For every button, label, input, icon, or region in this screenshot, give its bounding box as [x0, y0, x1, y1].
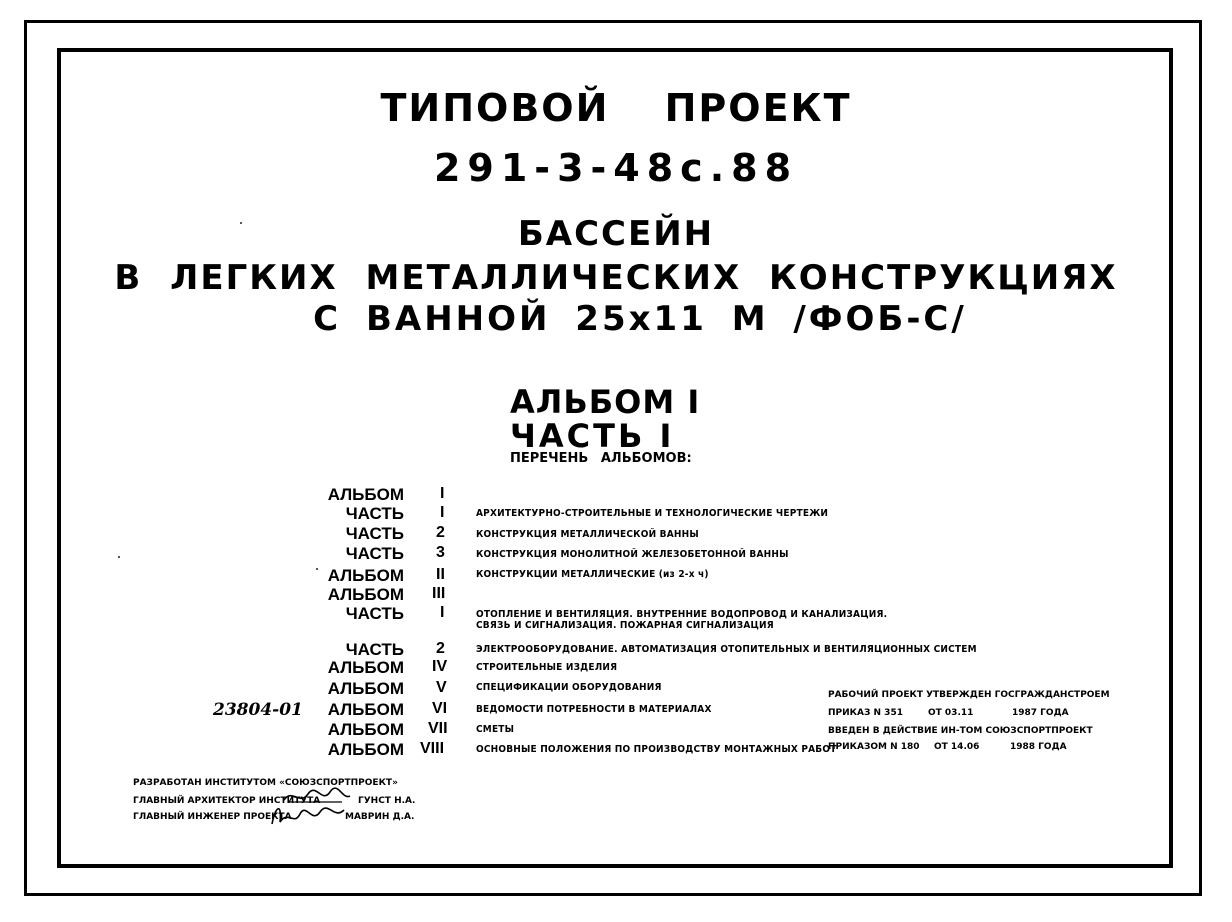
row-num: I [440, 604, 445, 621]
chief-architect-role: ГЛАВНЫЙ АРХИТЕКТОР ИНСТИТУТА [133, 796, 321, 806]
row-desc: КОНСТРУКЦИЯ МОНОЛИТНОЙ ЖЕЛЕЗОБЕТОННОЙ ВАННЫ [476, 549, 789, 560]
album-name: АЛЬБОМ I [510, 383, 701, 421]
chief-engineer-role: ГЛАВНЫЙ ИНЖЕНЕР ПРОЕКТА [133, 812, 292, 822]
developer-credit: РАЗРАБОТАН ИНСТИТУТОМ «СОЮЗСПОРТПРОЕКТ» [133, 778, 398, 788]
row-num: III [432, 585, 446, 602]
row-num: IV [432, 658, 448, 675]
approval-line-1: РАБОЧИЙ ПРОЕКТ УТВЕРЖДЕН ГОСГРАЖДАНСТРОЕМ [828, 690, 1110, 700]
row-num: 3 [436, 544, 445, 561]
row-num: VI [432, 700, 448, 717]
row-num: V [436, 679, 447, 696]
project-number: 291-3-48с.88 [433, 146, 799, 190]
row-label: АЛЬБОМ [327, 700, 404, 719]
row-label: ЧАСТЬ [345, 504, 404, 523]
title-typical-project: ТИПОВОЙ ПРОЕКТ [380, 86, 852, 130]
row-num: 2 [436, 640, 445, 657]
approval-order-date: ОТ 03.11 [928, 708, 974, 718]
row-num: I [440, 504, 445, 521]
row-label: ЧАСТЬ [345, 604, 404, 623]
row-desc: СПЕЦИФИКАЦИИ ОБОРУДОВАНИЯ [476, 682, 662, 693]
row-desc: КОНСТРУКЦИИ МЕТАЛЛИЧЕСКИЕ (из 2-х ч) [476, 569, 709, 580]
chief-architect-name: ГУНСТ Н.А. [358, 796, 416, 806]
row-label: АЛЬБОМ [327, 485, 404, 504]
row-num: VIII [420, 740, 445, 757]
speck [316, 568, 318, 570]
row-label: АЛЬБОМ [327, 740, 404, 759]
approval-order-number: ПРИКАЗ N 351 [828, 708, 903, 718]
row-label: АЛЬБОМ [327, 585, 404, 604]
approval-order2-year: 1988 ГОДА [1010, 742, 1067, 752]
row-desc: СМЕТЫ [476, 724, 515, 735]
row-num: II [436, 566, 445, 583]
row-num: VII [428, 720, 448, 737]
title-bath-size: С ВАННОЙ 25х11 М /ФОБ-С/ [313, 299, 967, 339]
speck [118, 556, 120, 558]
approval-order2-date: ОТ 14.06 [934, 742, 980, 752]
row-desc: КОНСТРУКЦИЯ МЕТАЛЛИЧЕСКОЙ ВАННЫ [476, 529, 699, 540]
row-label: АЛЬБОМ [327, 679, 404, 698]
row-label: ЧАСТЬ [345, 524, 404, 543]
row-desc: ВЕДОМОСТИ ПОТРЕБНОСТИ В МАТЕРИАЛАХ [476, 704, 712, 715]
handwritten-archive-number: 23804-01 [213, 700, 303, 720]
approval-order-year: 1987 ГОДА [1012, 708, 1069, 718]
approval-line-3: ВВЕДЕН В ДЕЙСТВИЕ ИН-ТОМ СОЮЗСПОРТПРОЕКТ [828, 726, 1093, 736]
title-construction: В ЛЕГКИХ МЕТАЛЛИЧЕСКИХ КОНСТРУКЦИЯХ [114, 258, 1118, 298]
album-part: ЧАСТЬ I [510, 417, 675, 455]
row-desc: АРХИТЕКТУРНО-СТРОИТЕЛЬНЫЕ И ТЕХНОЛОГИЧЕСКИЕ ЧЕРТЕЖИ [476, 508, 829, 519]
chief-engineer-signature [268, 800, 348, 830]
row-label: АЛЬБОМ [327, 658, 404, 677]
row-desc: ЭЛЕКТРООБОРУДОВАНИЕ. АВТОМАТИЗАЦИЯ ОТОПИТЕЛЬНЫХ И ВЕНТИЛЯЦИОННЫХ СИСТЕМ [476, 644, 977, 655]
speck [240, 222, 242, 224]
album-list-heading: ПЕРЕЧЕНЬ АЛЬБОМОВ: [510, 451, 692, 466]
row-label: ЧАСТЬ [345, 544, 404, 563]
chief-engineer-name: МАВРИН Д.А. [345, 812, 415, 822]
row-num: 2 [436, 524, 445, 541]
row-label: АЛЬБОМ [327, 566, 404, 585]
row-desc: СТРОИТЕЛЬНЫЕ ИЗДЕЛИЯ [476, 662, 618, 673]
row-label: АЛЬБОМ [327, 720, 404, 739]
row-desc: ОСНОВНЫЕ ПОЛОЖЕНИЯ ПО ПРОИЗВОДСТВУ МОНТАЖНЫХ РАБОТ [476, 744, 837, 755]
title-pool: БАССЕЙН [517, 214, 715, 254]
row-desc: ОТОПЛЕНИЕ И ВЕНТИЛЯЦИЯ. ВНУТРЕННИЕ ВОДОПРОВОД И КАНАЛИЗАЦИЯ. [476, 609, 888, 620]
row-num: I [440, 485, 445, 502]
approval-order2-number: ПРИКАЗОМ N 180 [828, 742, 920, 752]
row-desc-continued: СВЯЗЬ И СИГНАЛИЗАЦИЯ. ПОЖАРНАЯ СИГНАЛИЗАЦИЯ [476, 620, 774, 631]
row-label: ЧАСТЬ [345, 640, 404, 659]
